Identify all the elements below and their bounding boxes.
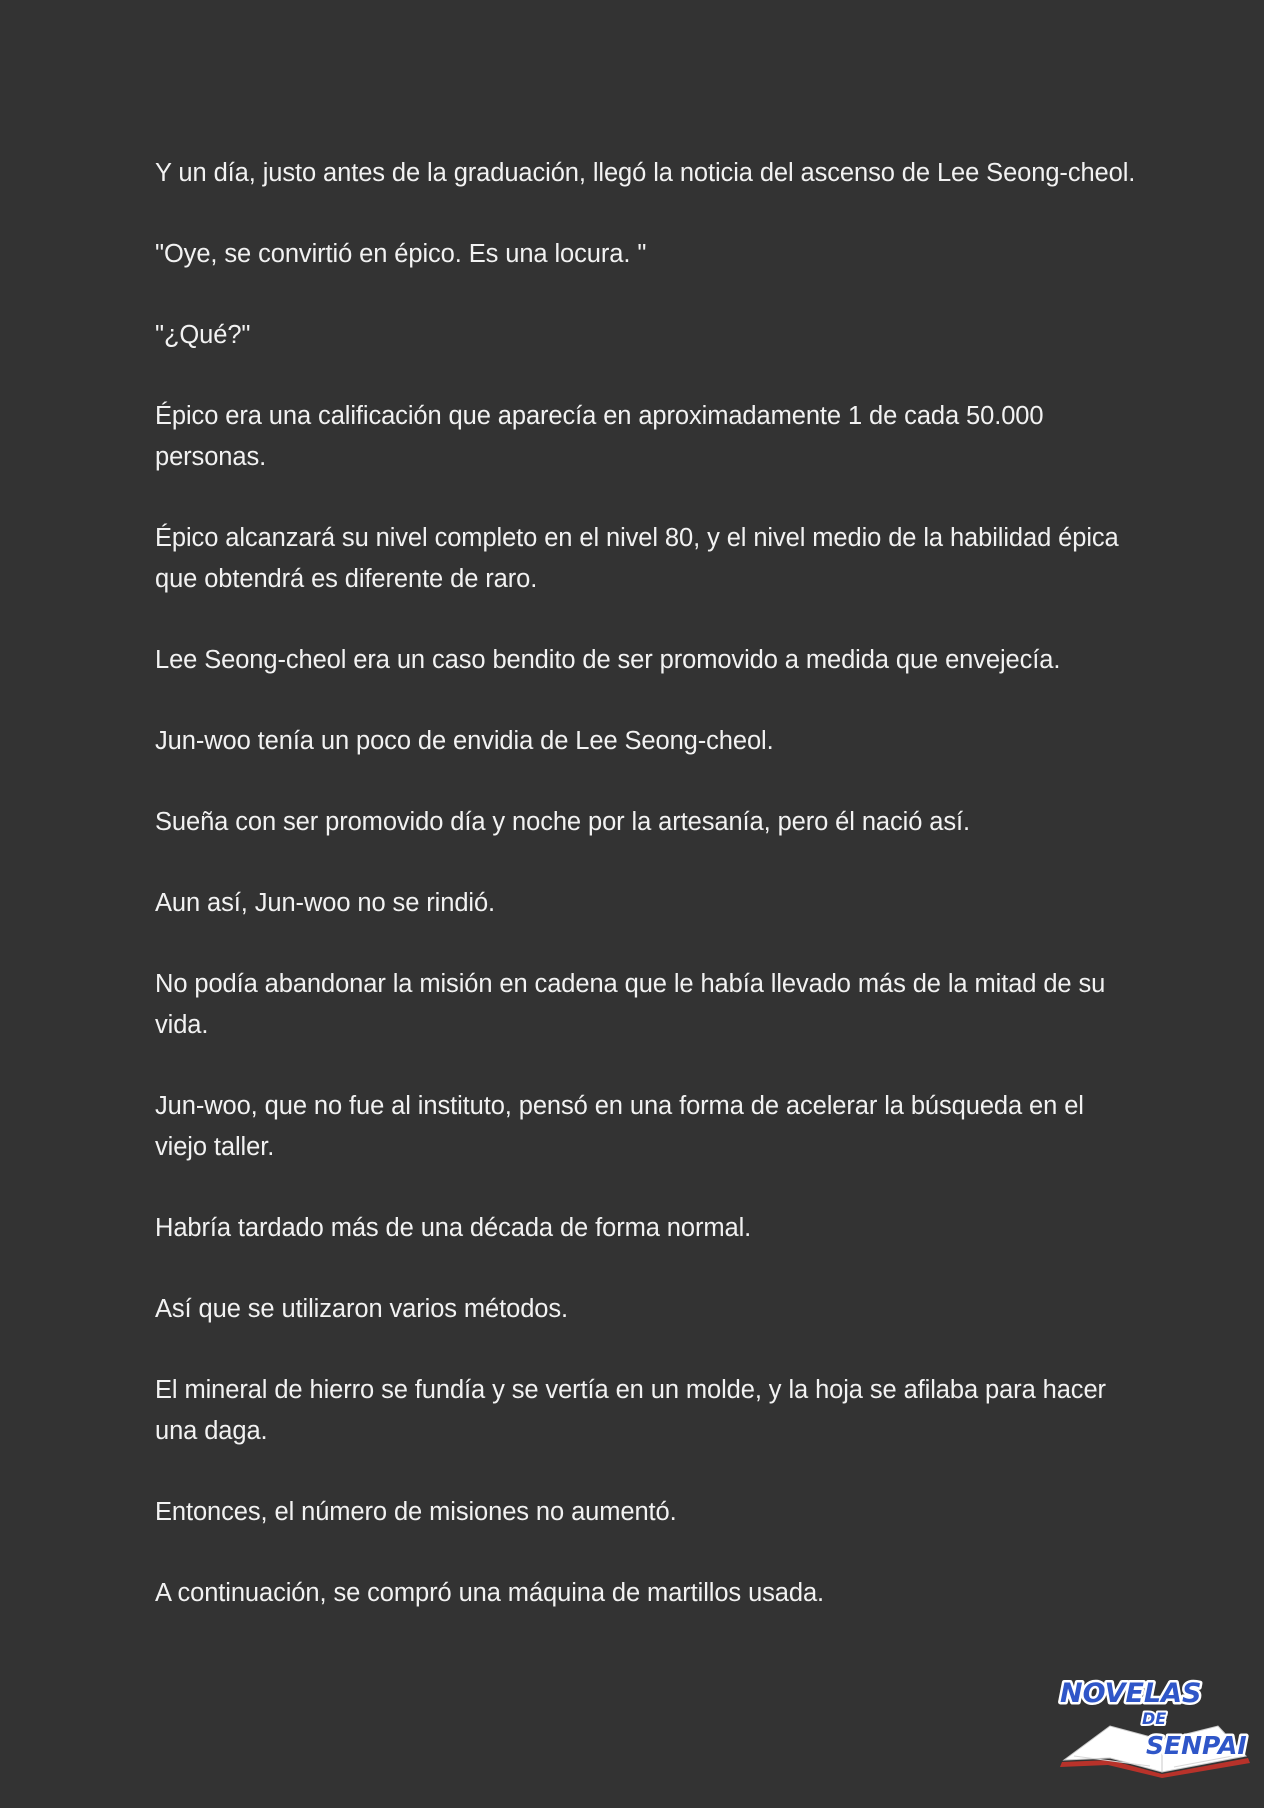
paragraph: El mineral de hierro se fundía y se vertía en un molde, y la hoja se afilaba para hacer una daga.	[155, 1376, 1106, 1445]
logo-line-novelas: NOVELAS	[1060, 1678, 1202, 1709]
paragraph: Entonces, el número de misiones no aumentó.	[155, 1498, 677, 1526]
paragraph: "Oye, se convirtió en épico. Es una locura. "	[155, 240, 647, 268]
novelas-de-senpai-logo	[1050, 1668, 1260, 1778]
paragraph: Jun-woo tenía un poco de envidia de Lee Seong-cheol.	[155, 727, 774, 755]
logo-line-senpai: SENPAI	[1146, 1731, 1247, 1760]
paragraph: Lee Seong-cheol era un caso bendito de ser promovido a medida que envejecía.	[155, 646, 1061, 674]
paragraph: Jun-woo, que no fue al instituto, pensó en una forma de acelerar la búsqueda en el viejo taller.	[155, 1092, 1084, 1161]
logo-graphic	[1050, 1668, 1260, 1778]
paragraph: Y un día, justo antes de la graduación, llegó la noticia del ascenso de Lee Seong-cheol.	[155, 159, 1136, 187]
chapter-text	[155, 153, 1140, 1654]
paragraph: Aun así, Jun-woo no se rindió.	[155, 889, 496, 917]
page-edge-strip	[1264, 0, 1280, 1808]
paragraph: Habría tardado más de una década de forma normal.	[155, 1214, 752, 1242]
paragraph: Sueña con ser promovido día y noche por la artesanía, pero él nació así.	[155, 808, 970, 836]
paragraph: No podía abandonar la misión en cadena que le había llevado más de la mitad de su vida.	[155, 970, 1106, 1039]
logo-line-de: DE	[1142, 1709, 1167, 1728]
paragraph: "¿Qué?"	[155, 321, 251, 349]
paragraph: A continuación, se compró una máquina de martillos usada.	[155, 1579, 825, 1607]
paragraph: Épico era una calificación que aparecía en aproximadamente 1 de cada 50.000 personas.	[155, 402, 1044, 471]
paragraph: Así que se utilizaron varios métodos.	[155, 1295, 569, 1323]
paragraph: Épico alcanzará su nivel completo en el nivel 80, y el nivel medio de la habilidad épica que obtendrá es diferente de raro.	[155, 524, 1119, 593]
